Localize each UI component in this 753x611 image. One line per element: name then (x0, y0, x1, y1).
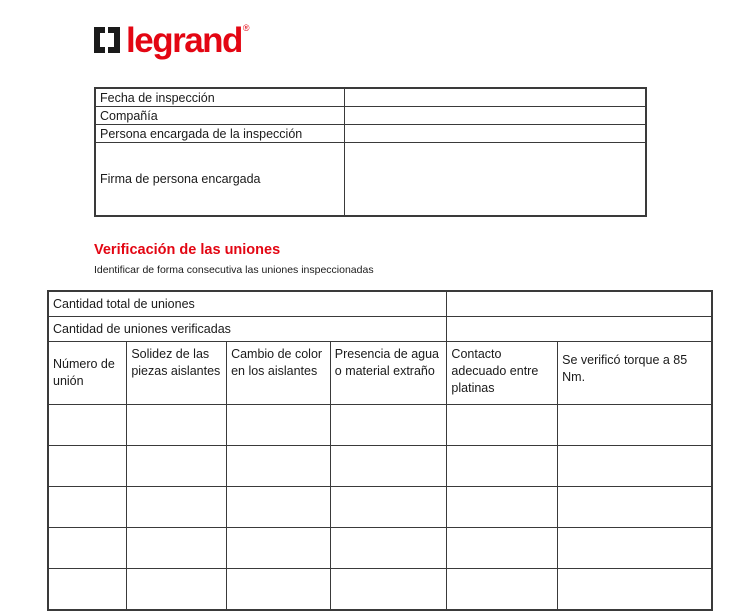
table-cell[interactable] (447, 405, 558, 446)
table-row (48, 569, 712, 611)
inspection-info-table (94, 87, 647, 217)
column-header: Solidez de las piezas aislantes (127, 342, 227, 405)
column-header: Contacto adecuado entre platinas (447, 342, 558, 405)
column-header: Cambio de color en los aislantes (227, 342, 331, 405)
field-label-signature: Firma de persona encargada (95, 143, 345, 217)
table-cell[interactable] (447, 528, 558, 569)
table-cell[interactable] (127, 528, 227, 569)
table-cell[interactable] (48, 569, 127, 611)
section-subtitle: Identificar de forma consecutiva las uniones inspeccionadas (94, 264, 374, 276)
table-cell[interactable] (48, 528, 127, 569)
section-title: Verificación de las uniones (94, 242, 281, 258)
table-cell[interactable] (48, 487, 127, 528)
field-value-company[interactable] (345, 107, 647, 125)
summary-label-verified: Cantidad de uniones verificadas (48, 317, 447, 342)
field-label-inspector: Persona encargada de la inspección (95, 125, 345, 143)
table-cell[interactable] (558, 487, 712, 528)
column-header: Número de unión (48, 342, 127, 405)
summary-value-verified[interactable] (447, 317, 712, 342)
table-cell[interactable] (558, 569, 712, 611)
table-cell[interactable] (330, 528, 447, 569)
unions-table (47, 290, 713, 611)
registered-mark: ® (242, 23, 250, 33)
table-row (95, 88, 646, 107)
field-label-company: Compañía (95, 107, 345, 125)
summary-label-total: Cantidad total de uniones (48, 291, 447, 317)
header-row (48, 342, 712, 405)
table-cell[interactable] (558, 446, 712, 487)
brand-name: legrand (126, 20, 242, 60)
summary-value-total[interactable] (447, 291, 712, 317)
table-cell[interactable] (48, 405, 127, 446)
table-cell[interactable] (227, 405, 331, 446)
table-cell[interactable] (558, 405, 712, 446)
table-row (95, 107, 646, 125)
legrand-logo (94, 18, 250, 62)
table-cell[interactable] (330, 487, 447, 528)
field-value-signature[interactable] (345, 143, 647, 217)
column-header: Se verificó torque a 85 Nm. (558, 342, 712, 405)
table-row (48, 487, 712, 528)
table-cell[interactable] (227, 487, 331, 528)
table-cell[interactable] (127, 446, 227, 487)
field-label-date: Fecha de inspección (95, 88, 345, 107)
table-cell[interactable] (330, 446, 447, 487)
table-cell[interactable] (227, 569, 331, 611)
table-row (95, 125, 646, 143)
table-row (48, 446, 712, 487)
table-cell[interactable] (447, 446, 558, 487)
table-cell[interactable] (558, 528, 712, 569)
table-row (48, 317, 712, 342)
table-cell[interactable] (127, 569, 227, 611)
legrand-symbol-icon (94, 27, 120, 53)
column-header: Presencia de agua o material extraño (330, 342, 447, 405)
table-cell[interactable] (227, 528, 331, 569)
table-row (48, 528, 712, 569)
table-cell[interactable] (127, 405, 227, 446)
table-row (48, 405, 712, 446)
table-cell[interactable] (447, 487, 558, 528)
table-cell[interactable] (330, 405, 447, 446)
table-cell[interactable] (48, 446, 127, 487)
table-cell[interactable] (330, 569, 447, 611)
table-row (48, 291, 712, 317)
table-cell[interactable] (127, 487, 227, 528)
field-value-inspector[interactable] (345, 125, 647, 143)
field-value-date[interactable] (345, 88, 647, 107)
table-cell[interactable] (447, 569, 558, 611)
table-cell[interactable] (227, 446, 331, 487)
table-row (95, 143, 646, 217)
